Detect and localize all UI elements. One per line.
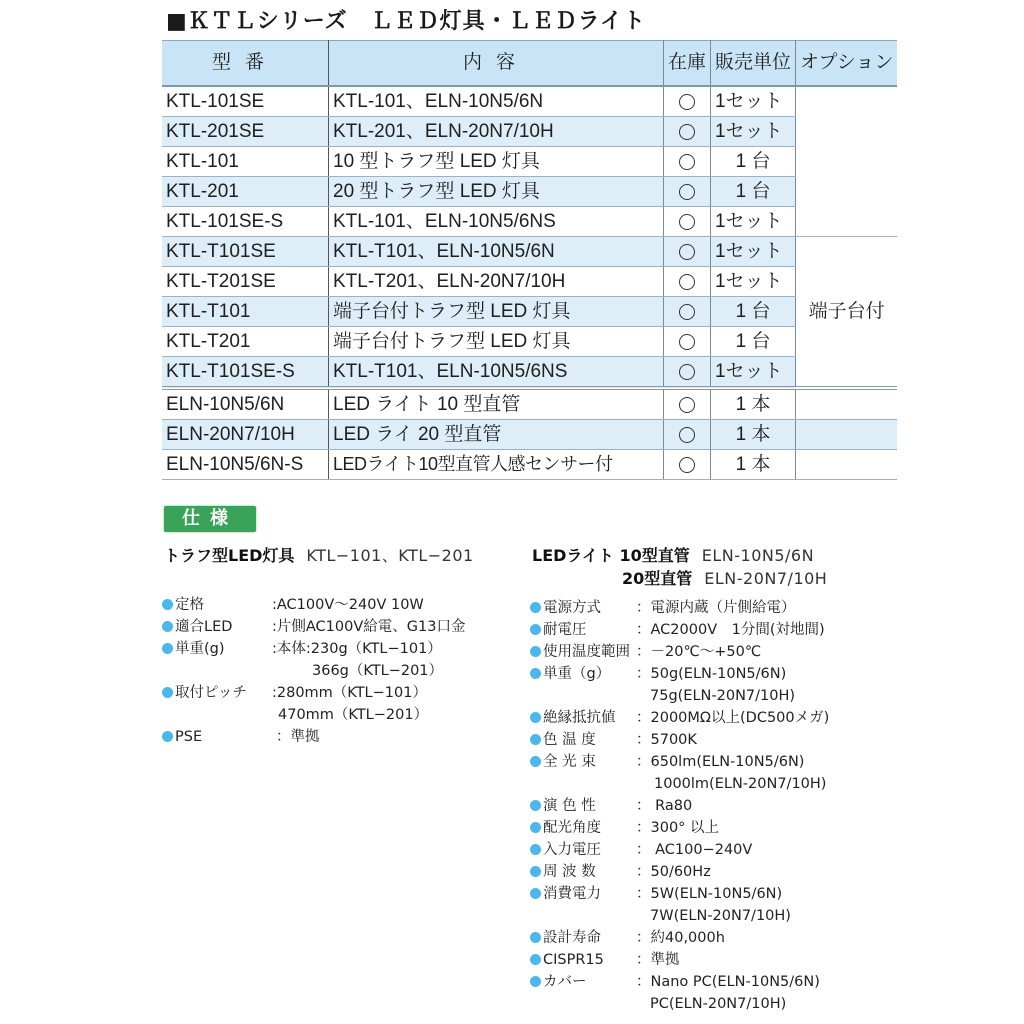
cell-desc: KTL-201、ELN-20N7/10H (329, 117, 664, 147)
spec-item: 消費電力 ：5W(ELN-10N5/6N) (530, 883, 880, 905)
table-row (162, 420, 897, 450)
stock-circle-icon (664, 450, 711, 480)
spec-item: 単重（g） ：50g(ELN-10N5/6N) (530, 663, 880, 685)
spec-item: 演 色 性 ： Ra80 (530, 795, 880, 817)
spec-item: 耐電圧 ：AC2000V 1分間(対地間) (530, 619, 880, 641)
stock-circle-icon (664, 207, 711, 237)
table-row (162, 297, 897, 327)
spec-item: 適合LED :片側AC100V給電、G13口金 (162, 616, 502, 638)
bullet-icon (162, 643, 173, 654)
table-row (162, 117, 897, 147)
cell-model: ELN-10N5/6N-S (162, 450, 329, 480)
cell-model: KTL-T101SE-S (162, 357, 329, 389)
cell-model: KTL-T201SE (162, 267, 329, 297)
bullet-icon (162, 687, 173, 698)
bullet-icon (530, 800, 541, 811)
bullet-icon (530, 888, 541, 899)
cell-unit: 1 本 (711, 450, 796, 480)
stock-circle-icon (664, 357, 711, 389)
table-row (162, 388, 897, 420)
cell-desc: KTL-101、ELN-10N5/6NS (329, 207, 664, 237)
cell-unit: 1セット (711, 237, 796, 267)
cell-model: KTL-201SE (162, 117, 329, 147)
bullet-icon (530, 734, 541, 745)
table-row (162, 86, 897, 117)
spec-item-cont: 75g(ELN-20N7/10H) (650, 688, 796, 704)
bullet-icon (530, 602, 541, 613)
cell-model: KTL-101SE (162, 86, 329, 117)
right-spec-models: ELN-10N5/6N (701, 546, 815, 565)
table-row (162, 237, 897, 267)
bullet-icon (530, 866, 541, 877)
spec-item-cont: 1000lm(ELN-20N7/10H) (654, 776, 827, 792)
table-row (162, 147, 897, 177)
stock-circle-icon (664, 327, 711, 357)
bullet-icon (530, 756, 541, 767)
header-stock: 在庫 (664, 41, 711, 87)
cell-model: KTL-T201 (162, 327, 329, 357)
cell-desc: KTL-T201、ELN-20N7/10H (329, 267, 664, 297)
cell-option-group-2: 端子台付 (796, 237, 898, 389)
header-unit: 販売単位 (711, 41, 796, 87)
spec-item: 単重(g) :本体:230g（KTL−101） (162, 638, 502, 660)
cell-desc: LED ライト 10 型直管 (329, 388, 664, 420)
cell-model: KTL-201 (162, 177, 329, 207)
cell-unit: 1セット (711, 207, 796, 237)
right-spec-title: LEDライト 10型直管 (532, 546, 690, 565)
bullet-icon (530, 712, 541, 723)
cell-model: KTL-101SE-S (162, 207, 329, 237)
cell-unit: 1セット (711, 117, 796, 147)
cell-unit: 1 台 (711, 297, 796, 327)
cell-desc: 端子台付トラフ型 LED 灯具 (329, 297, 664, 327)
bullet-icon (530, 822, 541, 833)
table-header-row (162, 41, 897, 87)
stock-circle-icon (664, 177, 711, 207)
spec-item-cont: 470mm（KTL−201） (278, 707, 429, 723)
spec-item: 配光角度 ：300° 以上 (530, 817, 880, 839)
right-spec-header (532, 543, 814, 566)
spec-item: 定格 :AC100V～240V 10W (162, 594, 502, 616)
bullet-icon (162, 621, 173, 632)
cell-desc: 端子台付トラフ型 LED 灯具 (329, 327, 664, 357)
cell-desc: 10 型トラフ型 LED 灯具 (329, 147, 664, 177)
table-row (162, 327, 897, 357)
bullet-icon (162, 731, 173, 742)
bullet-icon (530, 976, 541, 987)
spec-item: 設計寿命 ：約40,000h (530, 927, 880, 949)
left-spec-list (162, 594, 502, 748)
cell-unit: 1セット (711, 267, 796, 297)
cell-desc: 20 型トラフ型 LED 灯具 (329, 177, 664, 207)
cell-unit: 1セット (711, 86, 796, 117)
bullet-icon (530, 932, 541, 943)
spec-item: 使用温度範囲 ：－20℃～+50℃ (530, 641, 880, 663)
cell-unit: 1 本 (711, 420, 796, 450)
cell-unit: 1 本 (711, 388, 796, 420)
spec-item: 取付ピッチ :280mm（KTL−101） (162, 682, 502, 704)
right-spec-list (530, 597, 880, 1015)
table-row (162, 207, 897, 237)
right-spec-models-2: ELN-20N7/10H (704, 569, 828, 588)
stock-circle-icon (664, 388, 711, 420)
cell-option (796, 450, 898, 480)
cell-unit: 1 台 (711, 177, 796, 207)
cell-desc: KTL-101、ELN-10N5/6N (329, 86, 664, 117)
header-desc: 内容 (329, 41, 664, 87)
cell-unit: 1 台 (711, 147, 796, 177)
bullet-icon (530, 954, 541, 965)
page-title: ■ＫＴＬシリーズ ＬＥＤ灯具・ＬＥＤライト (166, 9, 647, 34)
table-row (162, 177, 897, 207)
header-model: 型番 (162, 41, 329, 87)
stock-circle-icon (664, 147, 711, 177)
cell-desc: LED ライ 20 型直管 (329, 420, 664, 450)
table-row (162, 357, 897, 389)
cell-unit: 1セット (711, 357, 796, 389)
spec-item-cont: 7W(ELN-20N7/10H) (650, 908, 791, 924)
spec-item: カバー ：Nano PC(ELN-10N5/6N) (530, 971, 880, 993)
right-spec-title-2: 20型直管 (622, 569, 693, 588)
bullet-icon (530, 668, 541, 679)
stock-circle-icon (664, 267, 711, 297)
cell-model: ELN-20N7/10H (162, 420, 329, 450)
spec-item: 電源方式 ：電源内蔵（片側給電） (530, 597, 880, 619)
bullet-icon (530, 646, 541, 657)
bullet-icon (530, 844, 541, 855)
spec-item-cont: PC(ELN-20N7/10H) (650, 996, 787, 1012)
spec-item-cont: 366g（KTL−201） (312, 663, 444, 679)
bullet-icon (530, 624, 541, 635)
cell-model: KTL-T101SE (162, 237, 329, 267)
cell-desc: KTL-T101、ELN-10N5/6NS (329, 357, 664, 389)
right-spec-header-2 (622, 566, 827, 589)
spec-badge: 仕様 (164, 506, 256, 532)
cell-unit: 1 台 (711, 327, 796, 357)
spec-item: 周 波 数 ：50/60Hz (530, 861, 880, 883)
cell-option-group-1 (796, 86, 898, 237)
stock-circle-icon (664, 237, 711, 267)
spec-item: 入力電圧 ： AC100−240V (530, 839, 880, 861)
stock-circle-icon (664, 117, 711, 147)
spec-item: CISPR15 ：準拠 (530, 949, 880, 971)
bullet-icon (162, 599, 173, 610)
stock-circle-icon (664, 297, 711, 327)
cell-desc: KTL-T101、ELN-10N5/6N (329, 237, 664, 267)
cell-option (796, 388, 898, 420)
table-row (162, 267, 897, 297)
spec-item: 全 光 束 ：650lm(ELN-10N5/6N) (530, 751, 880, 773)
left-spec-header (164, 543, 474, 566)
cell-model: ELN-10N5/6N (162, 388, 329, 420)
stock-circle-icon (664, 86, 711, 117)
stock-circle-icon (664, 420, 711, 450)
table-row (162, 450, 897, 480)
spec-item: 絶縁抵抗値 ：2000MΩ以上(DC500メガ) (530, 707, 880, 729)
left-spec-title: トラフ型LED灯具 (164, 546, 295, 565)
cell-model: KTL-T101 (162, 297, 329, 327)
cell-desc: LEDライト10型直管人感センサー付 (329, 450, 664, 480)
header-option: オプション (796, 41, 898, 87)
cell-model: KTL-101 (162, 147, 329, 177)
spec-item: PSE ：準拠 (162, 726, 502, 748)
left-spec-models: KTL−101、KTL−201 (306, 546, 474, 565)
spec-item: 色 温 度 ：5700K (530, 729, 880, 751)
cell-option (796, 420, 898, 450)
product-table (162, 40, 897, 480)
